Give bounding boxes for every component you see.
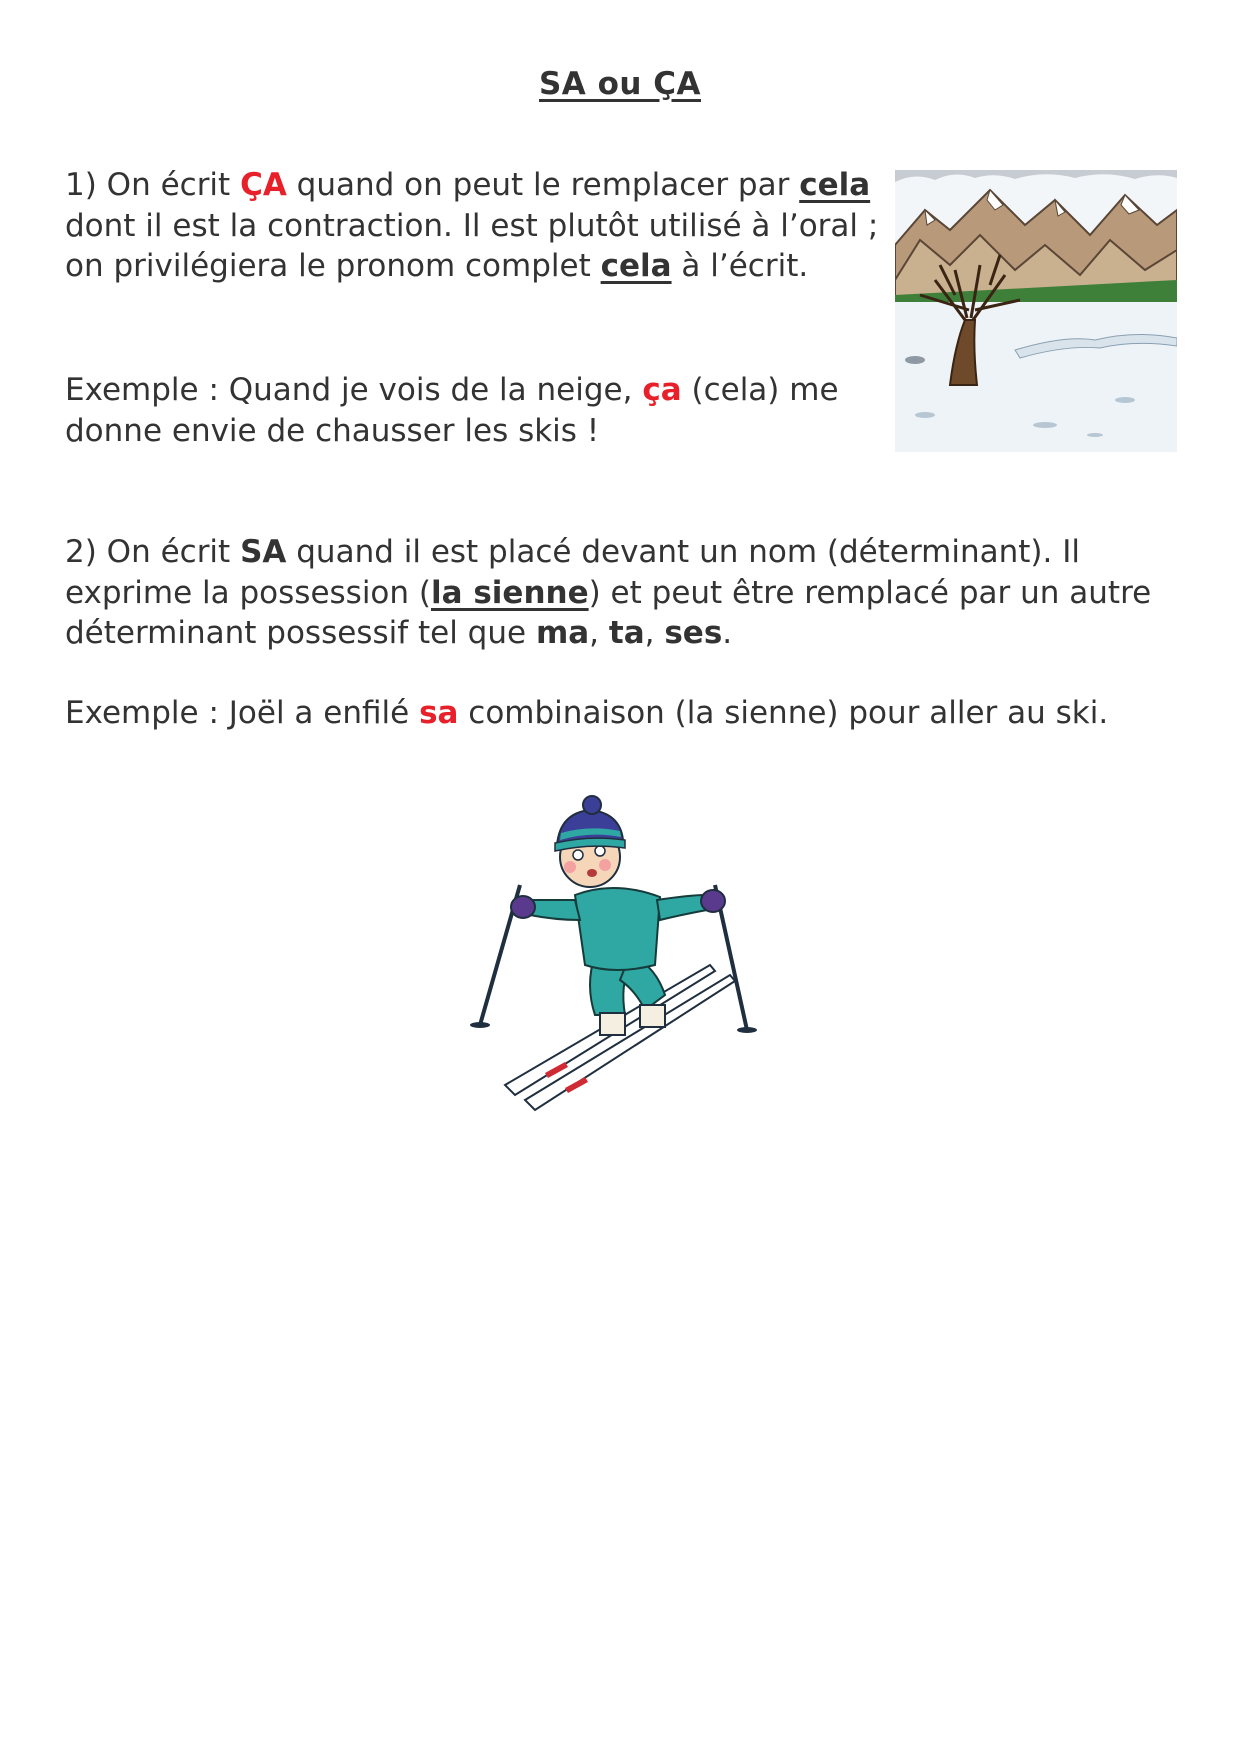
page-title: SA ou ÇA [538,66,701,102]
text-segment: , [644,615,665,651]
text-segment: Exemple : Quand je vois de la neige, [65,372,643,408]
text-segment: (cela) me donne envie de chausser les skis ! [65,372,839,449]
winter-landscape-image [895,170,1177,452]
keyword-ca: ÇA [240,167,287,203]
rule-sa-paragraph [65,532,1185,654]
text-segment: combinaison (la sienne) pour aller au ski. [458,695,1109,731]
text-segment: ) et peut être remplacé par un autre déterminant possessif tel que [65,574,1152,651]
keyword-cela: cela [600,248,672,284]
text-segment: dont il est la contraction. Il est plutôt utilisé à l’oral ; on privilégiera le pronom complet [65,207,879,284]
text-segment: à l’écrit. [671,248,809,284]
keyword-cela: cela [799,167,871,203]
example-ca-paragraph [65,370,905,451]
text-segment: , [589,615,609,651]
text-segment: . [722,615,733,651]
keyword-la-sienne: la sienne [431,574,589,611]
rule-ca-paragraph [65,165,905,287]
keyword-sa: SA [240,534,287,570]
keyword-ma: ma [535,615,590,651]
text-segment: 1) On écrit [65,167,241,203]
keyword-ta: ta [608,615,645,651]
skier-image [465,785,785,1135]
keyword-ca-example: ça [642,372,682,408]
text-segment: quand il est placé devant un nom (déterminant). Il exprime la possession ( [65,534,1080,611]
keyword-ses: ses [664,615,723,651]
keyword-sa-example: sa [419,695,459,731]
text-segment: quand on peut le remplacer par [286,167,800,203]
example-sa-paragraph [65,693,1185,734]
text-segment: Exemple : Joël a enfilé [65,695,420,731]
text-segment: 2) On écrit [65,534,241,570]
